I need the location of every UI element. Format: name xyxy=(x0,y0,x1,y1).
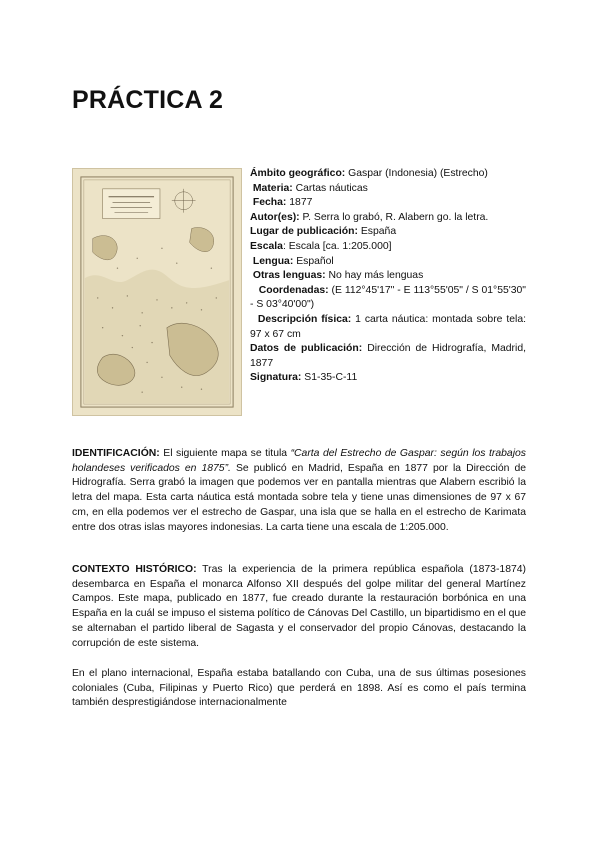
metadata-value: Dirección de Hidrografía, Madrid, 1877 xyxy=(250,343,526,369)
internacional-paragraph: En el plano internacional, España estaba batallando con Cuba, una de sus últimas posesiones coloniales (Cuba, Filipinas y Puerto Rico) que perderá en 1898. Así es como el país termina también desprestigiándose internacionalmente xyxy=(72,668,526,709)
metadata-lengua xyxy=(250,255,526,270)
metadata-label: Fecha: xyxy=(252,197,287,209)
metadata-label: Otras lenguas: xyxy=(252,270,326,282)
metadata-label: Autor(es): xyxy=(250,211,300,223)
metadata-fecha xyxy=(250,196,526,211)
metadata-label: Ámbito geográfico: xyxy=(250,168,346,179)
metadata-autor xyxy=(250,211,526,226)
metadata-label: Lugar de publicación: xyxy=(250,226,358,238)
metadata-value: No hay más lenguas xyxy=(328,270,424,282)
metadata-label: Coordenadas: xyxy=(258,284,329,296)
metadata-value: Español xyxy=(296,255,334,267)
metadata-label: Descripción física: xyxy=(257,313,352,325)
identificacion-body: Se publicó en Madrid, España en 1877 por la Dirección de Hidrografía. Serra grabó la imagen que podemos ver en pantalla mientras que Alabern escribió la letra del mapa. Esta carta náutica está montada sobre tela y tiene unas dimensiones de 97 x 67 cm, en ella podemos ver el estrecho de Gaspar, una isla que se halla en el estrecho de Karimata entre dos otras islas mayores indonesias. La carta tiene una escala de 1:205.000. xyxy=(72,462,527,533)
metadata-lugar xyxy=(250,225,526,240)
metadata-value: : Escala [ca. 1:205.000] xyxy=(282,240,392,252)
contexto-paragraph xyxy=(72,563,526,651)
map-title-quote: “Carta del Estrecho de Gaspar: según los trabajos holandeses verificados en 1875”. xyxy=(72,448,526,474)
contexto-body: Tras la experiencia de la primera república española (1873-1874) desembarca en España el monarca Alfonso XII después del golpe militar del general Martínez Campos. Este mapa, publicado en 1877, fue creado durante la restauración borbónica en una España en la cuál se impuso el sistema político de Cánovas Del Castillo, un bipartidismo en el que se alternaban el partido liberal de Sagasta y el conservador del propio Cánovas, destacando la corrupción de este sistema. xyxy=(72,564,526,649)
nautical-chart-image xyxy=(72,168,242,416)
metadata-value: 1877 xyxy=(289,197,313,209)
metadata-label: Signatura: xyxy=(250,372,302,384)
metadata-otras-lenguas xyxy=(250,269,526,284)
metadata-datos-publicacion xyxy=(250,342,526,371)
metadata-label: Escala xyxy=(250,240,283,252)
metadata-label: Datos de publicación: xyxy=(250,343,363,355)
metadata-value: P. Serra lo grabó, R. Alabern go. la letra. xyxy=(302,211,489,223)
contexto-label: CONTEXTO HISTÓRICO: xyxy=(72,564,197,575)
identificacion-paragraph xyxy=(72,447,526,535)
metadata-label: Lengua: xyxy=(252,255,294,267)
metadata-coordenadas xyxy=(250,284,526,313)
metadata-list xyxy=(250,167,526,386)
metadata-value: 1 carta náutica: montada sobre tela: 97 x 67 cm xyxy=(250,313,526,340)
metadata-materia xyxy=(250,182,526,197)
metadata-value: Cartas náuticas xyxy=(295,182,368,194)
identificacion-label: IDENTIFICACIÓN: xyxy=(72,448,160,459)
metadata-value: (E 112°45'17" - E 113°55'05" / S 01°55'30" - S 03°40'00") xyxy=(250,284,526,311)
identificacion-intro: El siguiente mapa se titula xyxy=(163,448,291,459)
metadata-label: Materia: xyxy=(252,182,293,194)
metadata-signatura xyxy=(250,371,526,386)
metadata-value: España xyxy=(360,226,397,238)
metadata-value: Gaspar (Indonesia) (Estrecho) xyxy=(348,168,488,179)
metadata-ambito xyxy=(250,167,526,182)
metadata-descripcion xyxy=(250,313,526,342)
map-illustration xyxy=(73,169,241,415)
metadata-escala xyxy=(250,240,526,255)
metadata-value: S1-35-C-11 xyxy=(304,372,358,384)
page-title: PRÁCTICA 2 xyxy=(72,86,224,114)
